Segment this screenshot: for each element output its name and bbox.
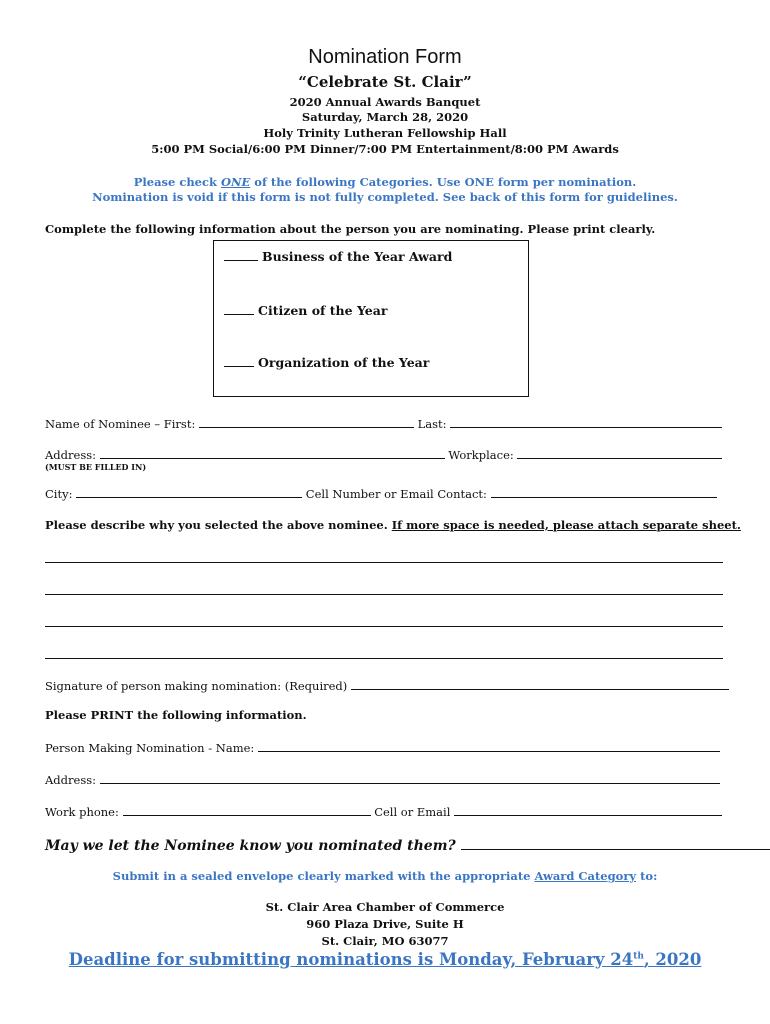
nominee-city-label: City: [45, 487, 73, 501]
instruction-emphasis: ONE [220, 175, 251, 189]
notify-nominee-field[interactable] [461, 837, 770, 850]
complete-instruction: Complete the following information about the person you are nominating. Please print clearly. [45, 222, 656, 236]
nominee-name-row [45, 415, 722, 431]
description-line-3[interactable] [45, 626, 723, 627]
deadline-year: , 2020 [643, 950, 702, 969]
address-line-street: 960 Plaza Drive, Suite H [306, 917, 464, 931]
nominee-city-row [45, 485, 717, 501]
describe-note: If more space is needed, please attach separate sheet. [391, 518, 741, 532]
submit-instruction [0, 869, 770, 883]
event-line-date: Saturday, March 28, 2020 [301, 110, 469, 124]
deadline-notice [0, 950, 770, 969]
category-checkbox-blank[interactable] [224, 356, 254, 367]
nominator-address-label: Address: [45, 773, 97, 787]
category-citizen[interactable] [224, 303, 387, 318]
category-label: Business of the Year Award [262, 249, 453, 264]
instruction-line-2: Nomination is void if this form is not fully completed. See back of this form for guidelines. [92, 190, 678, 204]
event-line-banquet: 2020 Annual Awards Banquet [289, 95, 481, 109]
notify-nominee-question: May we let the Nominee know you nominated them? [45, 838, 456, 854]
award-category-text: Award Category [534, 869, 637, 883]
category-organization[interactable] [224, 355, 429, 370]
nominator-address-row [45, 771, 720, 787]
nominee-address-row [45, 446, 722, 462]
deadline-text [69, 950, 702, 969]
instruction-line-1 [0, 175, 770, 189]
submit-text-after: to: [636, 869, 658, 883]
nominator-name-field[interactable] [258, 739, 720, 752]
signature-label: Signature of person making nomination: (Required) [45, 679, 348, 693]
nominee-last-label: Last: [417, 417, 447, 431]
category-business[interactable] [224, 249, 452, 264]
event-subtitle: “Celebrate St. Clair” [298, 73, 472, 91]
category-label: Citizen of the Year [258, 303, 388, 318]
submit-text: Submit in a sealed envelope clearly marked with the appropriate [112, 869, 535, 883]
address-line-org: St. Clair Area Chamber of Commerce [265, 900, 505, 914]
nominator-address-field[interactable] [100, 771, 720, 784]
deadline-text-main: Deadline for submitting nominations is Monday, February 24 [68, 950, 634, 969]
nominee-city-field[interactable] [76, 485, 302, 498]
event-line-schedule: 5:00 PM Social/6:00 PM Dinner/7:00 PM Entertainment/8:00 PM Awards [151, 142, 619, 156]
nominator-phone-row [45, 803, 722, 819]
nominee-address-field[interactable] [100, 446, 445, 459]
work-phone-field[interactable] [123, 803, 371, 816]
nominee-first-label: Name of Nominee – First: [45, 417, 196, 431]
nominee-last-field[interactable] [450, 415, 722, 428]
describe-prompt [45, 518, 741, 532]
nominee-address-label: Address: [45, 448, 97, 462]
form-title: Nomination Form [308, 46, 462, 68]
instruction-text-after: of the following Categories. Use ONE form per nomination. [250, 175, 637, 189]
print-heading: Please PRINT the following information. [45, 708, 307, 722]
describe-text: Please describe why you selected the above nominee. [45, 518, 392, 532]
description-line-1[interactable] [45, 562, 723, 563]
instruction-text: Please check [133, 175, 221, 189]
category-label: Organization of the Year [258, 355, 430, 370]
deadline-superscript: th [633, 951, 644, 962]
nominee-workplace-label: Workplace: [448, 448, 514, 462]
nominator-name-row [45, 739, 720, 755]
event-line-venue: Holy Trinity Lutheran Fellowship Hall [263, 126, 507, 140]
notify-nominee-row [45, 835, 770, 854]
description-line-4[interactable] [45, 658, 723, 659]
category-checkbox-blank[interactable] [224, 304, 254, 315]
signature-field[interactable] [351, 677, 729, 690]
category-checkbox-blank[interactable] [224, 250, 258, 261]
nominator-name-label: Person Making Nomination - Name: [45, 741, 255, 755]
description-line-2[interactable] [45, 594, 723, 595]
cell-email-field[interactable] [454, 803, 722, 816]
signature-row [45, 677, 729, 693]
category-box [213, 240, 529, 397]
nominee-contact-label: Cell Number or Email Contact: [305, 487, 487, 501]
cell-email-label: Cell or Email [374, 805, 451, 819]
work-phone-label: Work phone: [45, 805, 119, 819]
address-line-city: St. Clair, MO 63077 [321, 934, 449, 948]
nominee-contact-field[interactable] [491, 485, 717, 498]
nominee-workplace-field[interactable] [517, 446, 722, 459]
nominee-first-field[interactable] [199, 415, 414, 428]
must-fill-note: (MUST BE FILLED IN) [45, 462, 147, 472]
